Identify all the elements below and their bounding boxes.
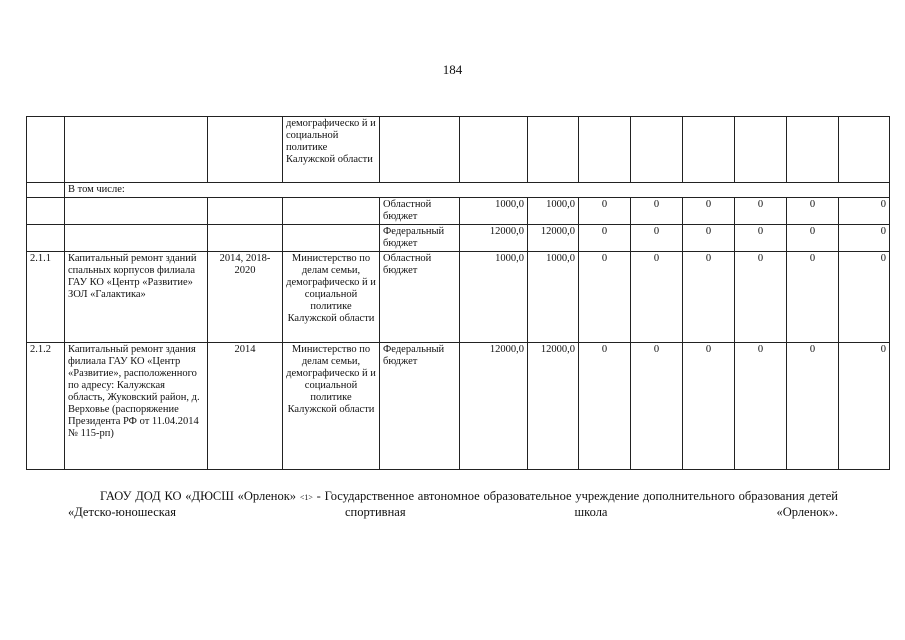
table-row-2-1-2 [27, 343, 890, 470]
table-row-total-regional [27, 198, 890, 225]
cell-source: Федеральный бюджет [380, 343, 460, 470]
cell-total: 12000,0 [460, 343, 528, 470]
cell-period [208, 198, 283, 225]
cell-2020 [839, 117, 890, 183]
cell-2015: 0 [579, 252, 631, 343]
cell-2018: 0 [735, 343, 787, 470]
cell-name: Капитальный ремонт зданий спальных корпусов филиала ГАУ КО «Центр «Развитие» ЗОЛ «Галактика» [65, 252, 208, 343]
footnote-abbreviation: ГАОУ ДОД КО «ДЮСШ «Орленок» [100, 489, 297, 503]
cell-num [27, 117, 65, 183]
cell-2014: 12000,0 [528, 225, 579, 252]
cell-period [208, 117, 283, 183]
table-row-continuation [27, 117, 890, 183]
cell-total: 1000,0 [460, 252, 528, 343]
cell-2016: 0 [631, 343, 683, 470]
cell-2019: 0 [787, 198, 839, 225]
cell-2018: 0 [735, 198, 787, 225]
cell-source: Федеральный бюджет [380, 225, 460, 252]
cell-2020: 0 [839, 343, 890, 470]
cell-name: Капитальный ремонт здания филиала ГАУ КО «Центр «Развитие», расположенного по адресу: Калужская область, Жуковский район, д. Верховье (распоряжение Президента РФ от 11.04.2014 № 115-рп) [65, 343, 208, 470]
table-row-2-1-1 [27, 252, 890, 343]
cell-responsible: Министерство по делам семьи, демографическо й и социальной политике Калужской области [283, 252, 380, 343]
subheader-label: В том числе: [65, 183, 890, 198]
cell-total: 1000,0 [460, 198, 528, 225]
cell-2016: 0 [631, 198, 683, 225]
cell-2018: 0 [735, 252, 787, 343]
footnote-mark: <1> [299, 493, 313, 502]
cell-2017: 0 [683, 343, 735, 470]
cell-num [27, 225, 65, 252]
cell-total: 12000,0 [460, 225, 528, 252]
cell-source: Областной бюджет [380, 198, 460, 225]
cell-2019: 0 [787, 225, 839, 252]
cell-2014 [528, 117, 579, 183]
cell-name [65, 198, 208, 225]
cell-name [65, 117, 208, 183]
cell-2019: 0 [787, 252, 839, 343]
cell-2014: 12000,0 [528, 343, 579, 470]
cell-2015: 0 [579, 198, 631, 225]
cell-2017 [683, 117, 735, 183]
cell-source: Областной бюджет [380, 252, 460, 343]
cell-responsible [283, 198, 380, 225]
page-number: 184 [442, 62, 463, 77]
cell-num: 2.1.2 [27, 343, 65, 470]
cell-2017: 0 [683, 225, 735, 252]
cell-2020: 0 [839, 225, 890, 252]
cell-2014: 1000,0 [528, 198, 579, 225]
cell-2015: 0 [579, 225, 631, 252]
cell-responsible: Министерство по делам семьи, демографическо й и социальной политике Калужской области [283, 343, 380, 470]
cell-2018 [735, 117, 787, 183]
cell-period: 2014, 2018-2020 [208, 252, 283, 343]
cell-num: 2.1.1 [27, 252, 65, 343]
cell-responsible [283, 225, 380, 252]
budget-table [26, 116, 890, 470]
cell-period [208, 225, 283, 252]
cell-2017: 0 [683, 198, 735, 225]
cell-2019 [787, 117, 839, 183]
cell-2020: 0 [839, 252, 890, 343]
cell-2014: 1000,0 [528, 252, 579, 343]
cell-2016 [631, 117, 683, 183]
cell-num [27, 198, 65, 225]
cell-name [65, 225, 208, 252]
table-row-subheader [27, 183, 890, 198]
cell-2016: 0 [631, 252, 683, 343]
cell-total [460, 117, 528, 183]
cell-2018: 0 [735, 225, 787, 252]
cell-2016: 0 [631, 225, 683, 252]
cell-2020: 0 [839, 198, 890, 225]
cell-2015: 0 [579, 343, 631, 470]
footnote-text: - Государственное автономное образовательное учреждение дополнительного образования детей «Детско-юношеская спортивная школа «Орленок». [68, 489, 838, 519]
cell-num [27, 183, 65, 198]
cell-period: 2014 [208, 343, 283, 470]
table-row-total-federal [27, 225, 890, 252]
cell-2015 [579, 117, 631, 183]
cell-2019: 0 [787, 343, 839, 470]
cell-responsible: демографическо й и социальной политике Калужской области [283, 117, 380, 183]
footnote [68, 489, 838, 520]
cell-2017: 0 [683, 252, 735, 343]
cell-source [380, 117, 460, 183]
